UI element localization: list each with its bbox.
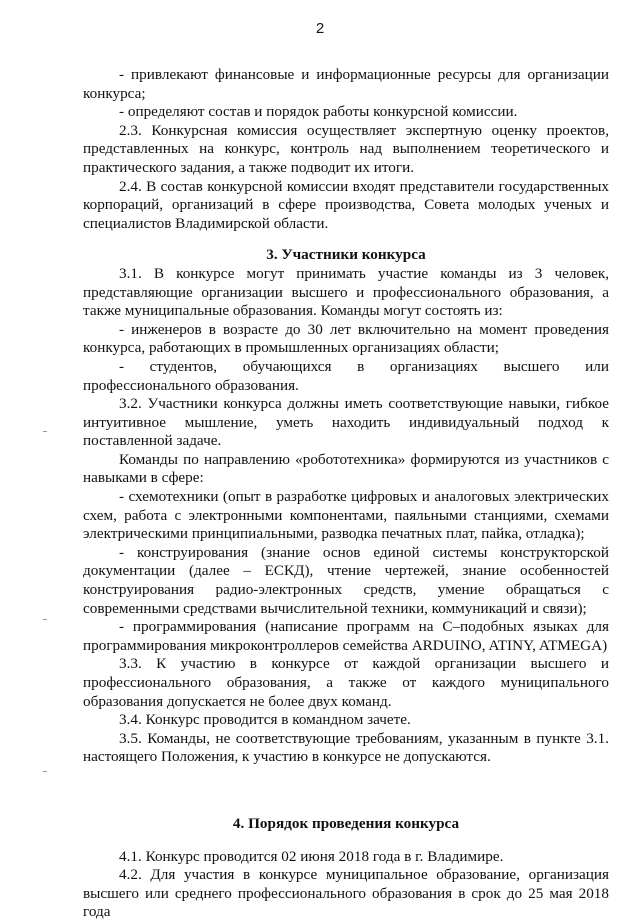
document-body [83, 66, 609, 922]
paragraph-2-4: 2.4. В состав конкурсной комиссии входят представители государственных корпораций, организаций в сфере производства, Совета молодых ученых и специалистов Владимирской области. [83, 177, 609, 232]
skill-item: - программирования (написание программ на С–подобных языках для программирования микроконтроллеров семейства ARDUINO, ATINY, ATMEGA) [83, 618, 609, 654]
paragraph-3-3: 3.3. К участию в конкурсе от каждой организации высшего и профессионального образования, а также от каждого муниципального образования допускается не более двух команд. [83, 655, 609, 710]
list-item: - определяют состав и порядок работы конкурсной комиссии. [119, 103, 518, 121]
paragraph-4-2: 4.2. Для участия в конкурсе муниципальное образование, организация высшего или среднего профессионального образования в срок до 25 мая 2018 года [83, 866, 609, 921]
page-number: 2 [315, 20, 325, 37]
margin-mark [43, 619, 47, 620]
list-item: - студентов, обучающихся в организациях высшего или профессионального образования. [83, 357, 609, 394]
skill-item: - схемотехники (опыт в разработке цифровых и аналоговых электрических схем, работа с электронными компонентами, паяльными станциями, схемами электрическими принципиальными, разводка печатных плат, пайка, отладка); [83, 488, 609, 543]
paragraph-3-5: 3.5. Команды, не соответствующие требованиям, указанным в пункте 3.1. настоящего Положения, к участию в конкурсе не допускаются. [83, 729, 609, 766]
skill-item: - конструирования (знание основ единой системы конструкторской документации (далее – ЕСКД), чтение чертежей, знание особенностей конструирования радио-электронных средств, умение обращаться с современными средствами вычислительной техники, коммуникаций и связи); [83, 543, 609, 617]
list-item: - привлекают финансовые и информационные ресурсы для организации конкурса; [83, 66, 609, 102]
margin-mark [43, 771, 47, 772]
paragraph-3-4: 3.4. Конкурс проводится в командном зачете. [119, 711, 411, 729]
section-3-heading: 3. Участники конкурса [266, 246, 426, 264]
paragraph-2-3: 2.3. Конкурсная комиссия осуществляет экспертную оценку проектов, представленных на конкурс, контроль над выполнением теоретического и практического задания, а также подводит их итоги. [83, 121, 609, 176]
teams-intro: Команды по направлению «робототехника» формируются из участников с навыками в сфере: [83, 450, 609, 487]
list-item: - инженеров в возрасте до 30 лет включительно на момент проведения конкурса, работающих в промышленных организациях области; [83, 320, 609, 357]
margin-mark [43, 431, 47, 432]
paragraph-3-1: 3.1. В конкурсе могут принимать участие команды из 3 человек, представляющие организации высшего и профессионального образования, а также муниципальные образования. Команды могут состоять из: [83, 264, 609, 320]
section-4-heading: 4. Порядок проведения конкурса [232, 814, 460, 832]
paragraph-3-2: 3.2. Участники конкурса должны иметь соответствующие навыки, гибкое интуитивное мышление, уметь находить индивидуальный подход к поставленной задаче. [83, 395, 609, 450]
paragraph-4-1: 4.1. Конкурс проводится 02 июня 2018 года в г. Владимире. [119, 847, 504, 865]
